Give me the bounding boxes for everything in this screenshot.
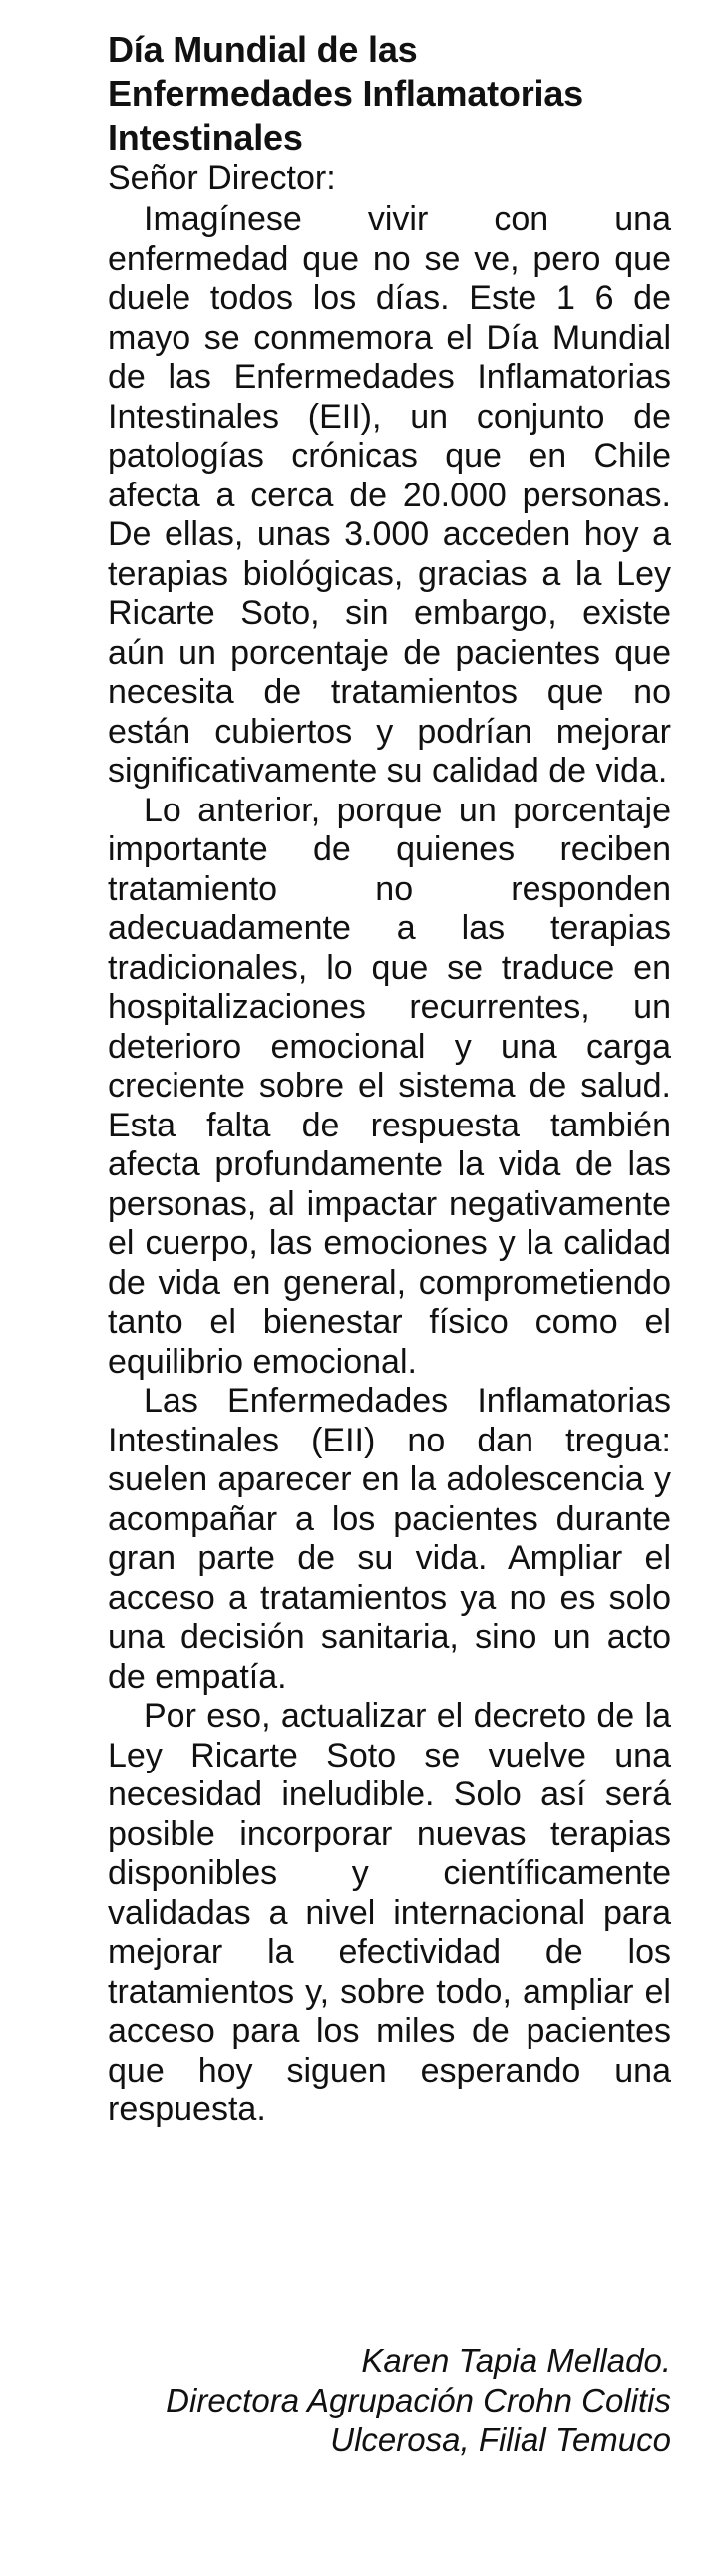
body-paragraph-1: Imagínese vivir con una enfermedad que no se ve, pero que duele todos los días. Este 1 6 de mayo se conmemora el Día Mundial de las Enfermedades Inflamatorias Intestinales (EII), un conjunto de patologías crónicas que en Chile afecta a cerca de 20.000 personas. De ellas, unas 3.000 acceden hoy a terapias biológicas, gracias a la Ley Ricarte Soto, sin embargo, existe aún un porcentaje de pacientes que necesita de tratamientos que no están cubiertos y podrían mejorar significativamente su calidad de vida. bbox=[108, 200, 671, 790]
letter-signature bbox=[73, 2341, 671, 2460]
signature-name: Karen Tapia Mellado. bbox=[361, 2342, 671, 2379]
signature-title-line-1: Directora Agrupación Crohn Colitis bbox=[166, 2382, 671, 2418]
signature-title-line-2: Ulcerosa, Filial Temuco bbox=[330, 2421, 671, 2458]
letter-to-editor bbox=[108, 28, 671, 2130]
letter-salutation: Señor Director: bbox=[108, 160, 336, 197]
body-paragraph-2: Lo anterior, porque un porcentaje importante de quienes reciben tratamiento no responden adecuadamente a las terapias tradicionales, lo que se traduce en hospitalizaciones recurrentes, un deterioro emocional y una carga creciente sobre el sistema de salud. Esta falta de respuesta también afecta profundamente la vida de las personas, al impactar negativamente el cuerpo, las emociones y la calidad de vida en general, comprometiendo tanto el bienestar físico como el equilibrio emocional. bbox=[108, 791, 671, 1381]
body-paragraph-3: Las Enfermedades Inflamatorias Intestinales (EII) no dan tregua: suelen aparecer en la adolescencia y acompañar a los pacientes durante gran parte de su vida. Ampliar el acceso a tratamientos ya no es solo una decisión sanitaria, sino un acto de empatía. bbox=[108, 1382, 671, 1696]
letter-headline: Día Mundial de las Enfermedades Inflamatorias Intestinales bbox=[108, 29, 583, 158]
body-paragraph-4: Por eso, actualizar el decreto de la Ley Ricarte Soto se vuelve una necesidad ineludible. Solo así será posible incorporar nuevas terapias disponibles y científicamente validadas a nivel internacional para mejorar la efectividad de los tratamientos y, sobre todo, ampliar el acceso para los miles de pacientes que hoy siguen esperando una respuesta. bbox=[108, 1697, 671, 2128]
